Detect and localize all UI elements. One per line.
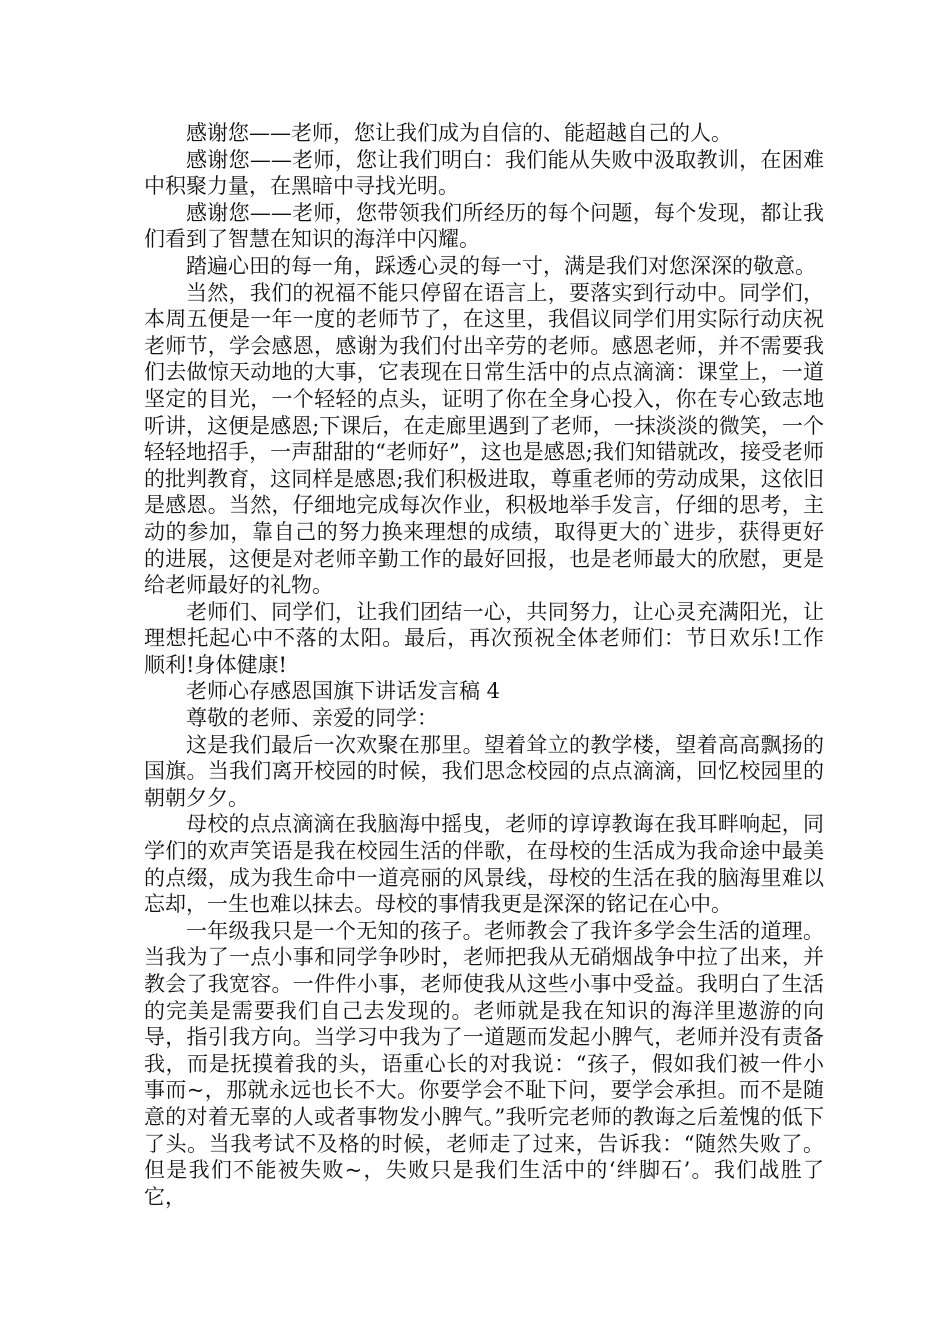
paragraph-thanks-3: 感谢您——老师，您带领我们所经历的每个问题，每个发现，都让我们看到了智慧在知识的海洋中闪耀。 <box>144 200 824 252</box>
document-body <box>144 120 824 1210</box>
paragraph-closing: 老师们、同学们，让我们团结一心，共同努力，让心灵充满阳光，让理想托起心中不落的太阳。最后，再次预祝全体老师们：节日欢乐!工作顺利!身体健康! <box>144 599 824 677</box>
paragraph-thanks-1: 感谢您——老师，您让我们成为自信的、能超越自己的人。 <box>186 121 732 145</box>
paragraph-first-grade: 一年级我只是一个无知的孩子。老师教会了我许多学会生活的道理。当我为了一点小事和同学争吵时，老师把我从无硝烟战争中拉了出来，并教会了我宽容。一件件小事，老师使我从这些小事中受益。我明白了生活的完美是需要我们自己去发现的。老师就是我在知识的海洋里遨游的向导，指引我方向。当学习中我为了一道题而发起小脾气，老师并没有责备我，而是抚摸着我的头，语重心长的对我说：“孩子，假如我们被一件小事而~，那就永远也长不大。你要学会不耻下问，要学会承担。而不是随意的对着无辜的人或者事物发小脾气。”我听完老师的教诲之后羞愧的低下了头。当我考试不及格的时候，老师走了过来，告诉我：“随然失败了。但是我们不能被失败~，失败只是我们生活中的‘绊脚石’。我们战胜了它， <box>144 918 824 1209</box>
paragraph-gathering: 这是我们最后一次欢聚在那里。望着耸立的教学楼，望着高高飘扬的国旗。当我们离开校园的时候，我们思念校园的点点滴滴，回忆校园里的朝朝夕夕。 <box>144 732 824 810</box>
paragraph-memories: 母校的点点滴滴在我脑海中摇曳，老师的谆谆教诲在我耳畔响起，同学们的欢声笑语是我在校园生活的伴歌，在母校的生活成为我命途中最美的点缀，成为我生命中一道亮丽的风景线，母校的生活在我的脑海里难以忘却，一生也难以抹去。母校的事情我更是深深的铭记在心中。 <box>144 812 824 917</box>
paragraph-respect: 踏遍心田的每一角，踩透心灵的每一寸，满是我们对您深深的敬意。 <box>186 253 816 278</box>
section-title: 老师心存感恩国旗下讲话发言稿 4 <box>186 679 501 704</box>
paragraph-thanks-2: 感谢您——老师，您让我们明白：我们能从失败中汲取教训，在困难中积聚力量，在黑暗中寻找光明。 <box>144 147 824 199</box>
salutation: 尊敬的老师、亲爱的同学： <box>186 706 438 731</box>
paragraph-action: 当然，我们的祝福不能只停留在语言上，要落实到行动中。同学们，本周五便是一年一度的老师节了，在这里，我倡议同学们用实际行动庆祝老师节，学会感恩，感谢为我们付出辛劳的老师。感恩老师，并不需要我们去做惊天动地的大事，它表现在日常生活中的点点滴滴：课堂上，一道坚定的目光，一个轻轻的点头，证明了你在全身心投入，你在专心致志地听讲，这便是感恩;下课后，在走廊里遇到了老师，一抹淡淡的微笑，一个轻轻地招手，一声甜甜的“老师好”，这也是感恩;我们知错就改，接受老师的批判教育，这同样是感恩;我们积极进取，尊重老师的劳动成果，这依旧是感恩。当然，仔细地完成每次作业，积极地举手发言，仔细的思考，主动的参加，靠自己的努力换来理想的成绩，取得更大的`进步，获得更好的进展，这便是对老师辛勤工作的最好回报，也是老师最大的欣慰，更是给老师最好的礼物。 <box>144 280 824 598</box>
